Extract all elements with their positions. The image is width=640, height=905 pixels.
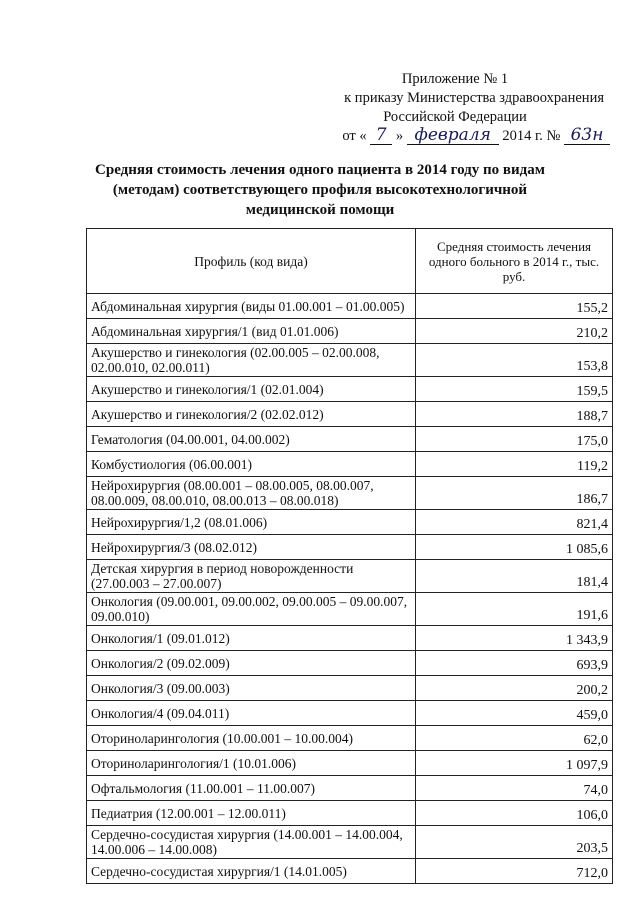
cost-cell: 1 343,9 [416,626,613,651]
table-header-row [87,229,613,294]
profile-cell: Акушерство и гинекология/1 (02.01.004) [87,377,416,402]
profile-cell: Онкология/1 (09.01.012) [87,626,416,651]
profile-cell: Онкология/2 (09.02.009) [87,651,416,676]
table-row [87,651,613,676]
cost-cell: 74,0 [416,776,613,801]
table-row [87,560,613,593]
cost-cell: 186,7 [416,477,613,510]
table-row [87,859,613,884]
cost-cell: 200,2 [416,676,613,701]
order-date-number [300,127,610,146]
order-day: 7 [375,125,387,145]
profile-cell: Оториноларингология (10.00.001 – 10.00.004) [87,726,416,751]
cost-cell: 712,0 [416,859,613,884]
table-row [87,593,613,626]
profile-cell: Онкология (09.00.001, 09.00.002, 09.00.005 – 09.00.007, 09.00.010) [87,593,416,626]
profile-cell: Детская хирургия в период новорожденности (27.00.003 – 27.00.007) [87,560,416,593]
table-row [87,801,613,826]
table-row [87,344,613,377]
cost-cell: 175,0 [416,427,613,452]
order-year: 2014 г. № [502,128,561,144]
table-row [87,402,613,427]
order-number: 63н [570,125,604,145]
table-row [87,626,613,651]
table-row [87,776,613,801]
cost-cell: 181,4 [416,560,613,593]
cost-cell: 62,0 [416,726,613,751]
table-row [87,826,613,859]
cost-cell: 203,5 [416,826,613,859]
profile-cell: Гематология (04.00.001, 04.00.002) [87,427,416,452]
table-row [87,726,613,751]
cost-cell: 1 097,9 [416,751,613,776]
cost-cell: 1 085,6 [416,535,613,560]
table-row [87,452,613,477]
profile-cell: Офтальмология (11.00.001 – 11.00.007) [87,776,416,801]
cost-cell: 459,0 [416,701,613,726]
table-body [87,294,613,884]
table-row [87,377,613,402]
table-row [87,427,613,452]
table-row [87,319,613,344]
order-month: февраля [414,125,491,145]
cost-cell: 159,5 [416,377,613,402]
profile-cell: Акушерство и гинекология (02.00.005 – 02.00.008, 02.00.010, 02.00.011) [87,344,416,377]
cost-cell: 188,7 [416,402,613,427]
profile-cell: Комбустиология (06.00.001) [87,452,416,477]
table-row [87,676,613,701]
profile-cell: Оториноларингология/1 (10.01.006) [87,751,416,776]
profile-cell: Сердечно-сосудистая хирургия (14.00.001 – 14.00.004, 14.00.006 – 14.00.008) [87,826,416,859]
cost-cell: 106,0 [416,801,613,826]
cost-cell: 119,2 [416,452,613,477]
header-profile: Профиль (код вида) [87,229,416,294]
appendix-title: Приложение № 1 [401,71,509,87]
appendix-federation: Российской Федерации [383,109,527,125]
table-row [87,477,613,510]
cost-cell: 210,2 [416,319,613,344]
appendix-order-ref: к приказу Министерства здравоохранения [344,90,604,106]
order-month-field [407,127,499,145]
table-row [87,701,613,726]
cost-cell: 191,6 [416,593,613,626]
table-row [87,294,613,319]
cost-cell: 153,8 [416,344,613,377]
appendix-header [300,70,610,146]
profile-cell: Нейрохирургия/1,2 (08.01.006) [87,510,416,535]
cost-cell: 155,2 [416,294,613,319]
profile-cell: Онкология/3 (09.00.003) [87,676,416,701]
profile-cell: Нейрохирургия (08.00.001 – 08.00.005, 08.00.007, 08.00.009, 08.00.010, 08.00.013 – 08.00.018) [87,477,416,510]
cost-table [86,228,613,884]
profile-cell: Педиатрия (12.00.001 – 12.00.011) [87,801,416,826]
header-cost: Средняя стоимость лечения одного больного в 2014 г., тыс. руб. [416,229,613,294]
order-mid: » [395,128,404,144]
profile-cell: Онкология/4 (09.04.011) [87,701,416,726]
document-title: Средняя стоимость лечения одного пациента в 2014 году по видам (методам) соответствующего профиля высокотехнологичной медицинской помощи [95,162,545,218]
table-row [87,535,613,560]
order-number-field [564,127,610,145]
profile-cell: Нейрохирургия/3 (08.02.012) [87,535,416,560]
cost-cell: 821,4 [416,510,613,535]
profile-cell: Абдоминальная хирургия/1 (вид 01.01.006) [87,319,416,344]
table-row [87,510,613,535]
order-day-field [370,127,392,145]
order-prefix: от « [342,128,367,144]
cost-cell: 693,9 [416,651,613,676]
table-row [87,751,613,776]
profile-cell: Абдоминальная хирургия (виды 01.00.001 – 01.00.005) [87,294,416,319]
profile-cell: Акушерство и гинекология/2 (02.02.012) [87,402,416,427]
profile-cell: Сердечно-сосудистая хирургия/1 (14.01.005) [87,859,416,884]
